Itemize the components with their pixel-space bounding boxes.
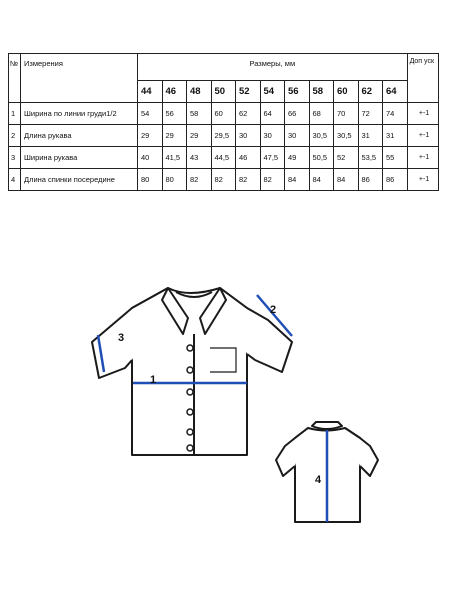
size-value-cell: 29 [162, 125, 187, 147]
size-value-cell: 55 [383, 147, 408, 169]
size-value-cell: 70 [334, 103, 359, 125]
size-value-cell: 50,5 [309, 147, 334, 169]
size-value-cell: 47,5 [260, 147, 285, 169]
size-value-cell: 31 [383, 125, 408, 147]
row-number: 3 [9, 147, 21, 169]
row-number: 4 [9, 169, 21, 191]
size-value-cell: 60 [211, 103, 236, 125]
size-value-cell: 52 [334, 147, 359, 169]
size-value-cell: 62 [236, 103, 261, 125]
size-value-cell: 64 [260, 103, 285, 125]
size-value-cell: 56 [162, 103, 187, 125]
size-value-cell: 82 [260, 169, 285, 191]
button [187, 345, 193, 351]
size-value-cell: 86 [358, 169, 383, 191]
size-value-cell: 53,5 [358, 147, 383, 169]
size-value-cell: 54 [138, 103, 163, 125]
size-value-cell: 29 [187, 125, 212, 147]
size-value-cell: 29,5 [211, 125, 236, 147]
row-measurement-label: Ширина рукава [21, 147, 138, 169]
tolerance-cell: +-1 [407, 125, 438, 147]
size-value-cell: 84 [334, 169, 359, 191]
size-value-cell: 41,5 [162, 147, 187, 169]
size-value-cell: 84 [285, 169, 310, 191]
header-number: № [9, 54, 21, 103]
button [187, 389, 193, 395]
header-measurements: Измерения [21, 54, 138, 103]
size-value-cell: 84 [309, 169, 334, 191]
button [187, 429, 193, 435]
size-value-cell: 80 [138, 169, 163, 191]
header-sizes: Размеры, мм [138, 54, 408, 81]
size-value-cell: 82 [187, 169, 212, 191]
size-value-cell: 29 [138, 125, 163, 147]
size-value-cell: 82 [236, 169, 261, 191]
size-value-cell: 31 [358, 125, 383, 147]
size-value-cell: 82 [211, 169, 236, 191]
back-collar [312, 422, 342, 429]
size-header-cell: 50 [211, 81, 236, 103]
header-tolerance: Доп уск [407, 54, 438, 103]
size-header-cell: 60 [334, 81, 359, 103]
table-row [9, 125, 439, 147]
size-value-cell: 68 [309, 103, 334, 125]
size-value-cell: 30,5 [334, 125, 359, 147]
tolerance-cell: +-1 [407, 169, 438, 191]
size-value-cell: 40 [138, 147, 163, 169]
size-value-cell: 86 [383, 169, 408, 191]
callout-label-2: 2 [270, 304, 277, 316]
size-header-cell: 56 [285, 81, 310, 103]
size-header-cell: 62 [358, 81, 383, 103]
table-row [9, 169, 439, 191]
row-number: 2 [9, 125, 21, 147]
size-value-cell: 80 [162, 169, 187, 191]
table-row [9, 147, 439, 169]
tolerance-cell: +-1 [407, 103, 438, 125]
button [187, 445, 193, 451]
garment-drawing [0, 250, 450, 580]
button [187, 409, 193, 415]
callout-label-3: 3 [118, 332, 125, 344]
size-header-cell: 48 [187, 81, 212, 103]
size-value-cell: 30 [285, 125, 310, 147]
size-value-cell: 46 [236, 147, 261, 169]
size-chart-table [8, 53, 439, 191]
size-value-cell: 30 [236, 125, 261, 147]
row-measurement-label: Длина рукава [21, 125, 138, 147]
button [187, 367, 193, 373]
tolerance-cell: +-1 [407, 147, 438, 169]
size-header-cell: 52 [236, 81, 261, 103]
table-row [9, 103, 439, 125]
size-value-cell: 44,5 [211, 147, 236, 169]
size-header-cell: 54 [260, 81, 285, 103]
size-header-cell: 44 [138, 81, 163, 103]
table-header-row [9, 54, 439, 81]
row-measurement-label: Длина спинки посередине [21, 169, 138, 191]
size-value-cell: 74 [383, 103, 408, 125]
size-header-cell: 58 [309, 81, 334, 103]
size-value-cell: 30 [260, 125, 285, 147]
callout-label-4: 4 [315, 474, 322, 486]
size-value-cell: 66 [285, 103, 310, 125]
row-number: 1 [9, 103, 21, 125]
size-value-cell: 58 [187, 103, 212, 125]
size-header-cell: 64 [383, 81, 408, 103]
callout-label-1: 1 [150, 374, 157, 386]
row-measurement-label: Ширина по линии груди1/2 [21, 103, 138, 125]
size-value-cell: 72 [358, 103, 383, 125]
size-value-cell: 30,5 [309, 125, 334, 147]
size-value-cell: 43 [187, 147, 212, 169]
size-header-cell: 46 [162, 81, 187, 103]
size-value-cell: 49 [285, 147, 310, 169]
